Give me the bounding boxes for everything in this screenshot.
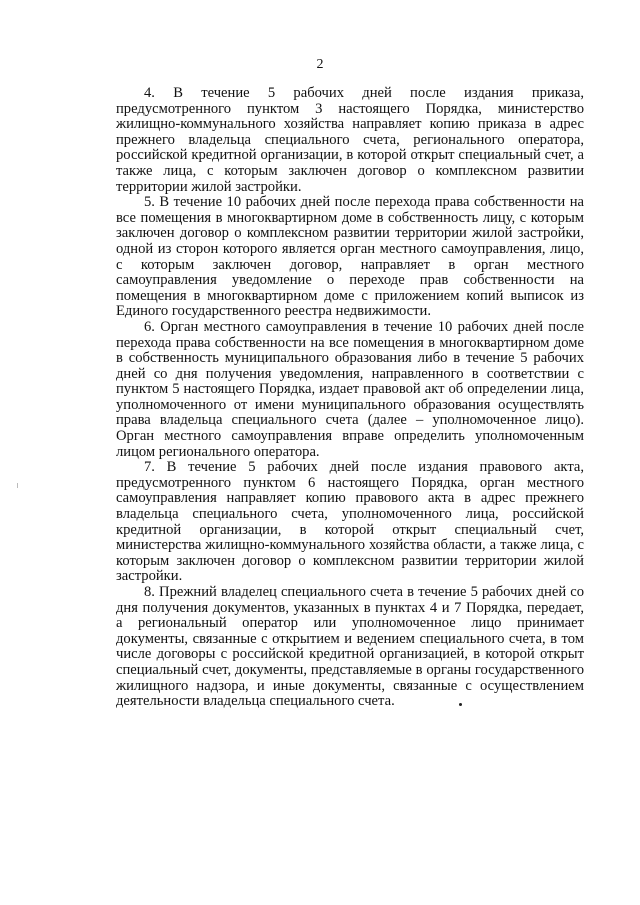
paragraph-7: 7. В течение 5 рабочих дней после издания правового акта, предусмотренного пунктом 6 настоящего Порядка, орган местного самоуправления направляет копию правового акта в адрес прежнего владельца специального счета, уполномоченного лица, российской кредитной организации, в которой открыт специальный счет, министерства жилищно-коммунального хозяйства области, а также лица, с которым заключен договор о комплексном развитии территории жилой застройки.: [116, 459, 584, 585]
margin-mark: [17, 483, 18, 488]
paragraph-5: 5. В течение 10 рабочих дней после перехода права собственности на все помещения в многоквартирном доме в собственность лицу, с которым заключен договор о комплексном развитии территории жилой застройки, одной из сторон которого является орган местного самоуправления, лицо, с которым заключен договор, направляет в орган местного самоуправления уведомление о переходе прав собственности на помещения в многоквартирном доме с приложением копий выписок из Единого государственного реестра недвижимости.: [116, 194, 584, 320]
paragraph-8: 8. Прежний владелец специального счета в течение 5 рабочих дней со дня получения документов, указанных в пунктах 4 и 7 Порядка, передает, а региональный оператор или уполномоченное лицо принимает документы, связанные с открытием и ведением специального счета, в том числе договоры с российской кредитной организацией, в которой открыт специальный счет, документы, представляемые в органы государственного жилищного надзора, и иные документы, связанные с осуществлением деятельности владельца специального счета.: [116, 584, 584, 710]
paragraph-4: 4. В течение 5 рабочих дней после издания приказа, предусмотренного пунктом 3 настоящего Порядка, министерство жилищно-коммунального хозяйства направляет копию приказа в адрес прежнего владельца специального счета, регионального оператора, российской кредитной организации, в которой открыт специальный счет, а также лица, с которым заключен договор о комплексном развитии территории жилой застройки.: [116, 85, 584, 195]
scan-speck: [459, 703, 462, 706]
document-body: [116, 86, 584, 710]
page-number: 2: [316, 57, 324, 72]
paragraph-6: 6. Орган местного самоуправления в течение 10 рабочих дней после перехода права собственности на все помещения в многоквартирном доме в собственность муниципального образования либо в течение 5 рабочих дней со дня получения уведомления, направленного в соответствии с пунктом 5 настоящего Порядка, издает правовой акт об определении лица, уполномоченного от имени муниципального образования осуществлять права владельца специального счета (далее – уполномоченное лицо). Орган местного самоуправления вправе определить уполномоченным лицом регионального оператора.: [116, 318, 584, 460]
